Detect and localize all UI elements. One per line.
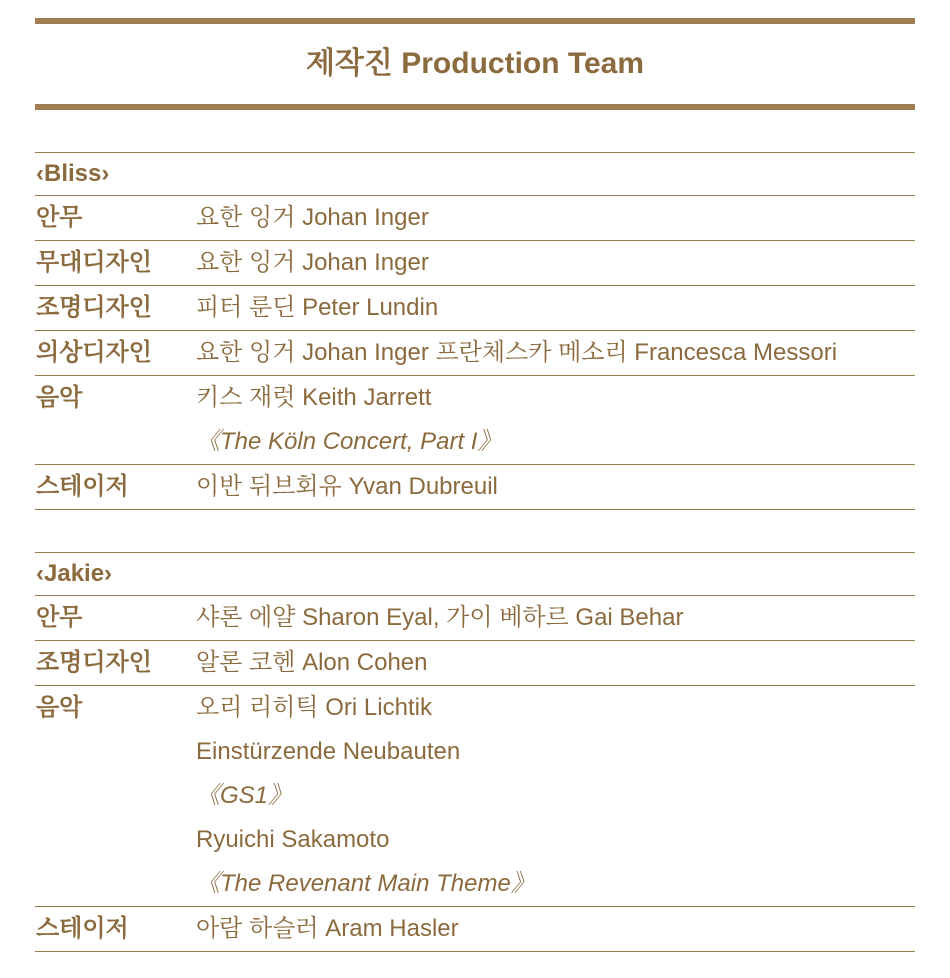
production-team-page	[35, 0, 915, 952]
role-label: 의상디자인	[36, 339, 152, 366]
credit-name: 요한 잉거 Johan Inger	[196, 204, 429, 231]
section-heading-bliss: ‹Bliss›	[35, 153, 915, 196]
work-title: 《The Köln Concert, Part I》	[196, 428, 502, 455]
credit-name: 요한 잉거 Johan Inger 프란체스카 메소리 Francesca Messori	[196, 339, 838, 366]
credit-row	[35, 596, 915, 641]
credit-name: Einstürzende Neubauten	[196, 738, 461, 765]
section-bliss	[35, 152, 915, 510]
work-title: 《The Revenant Main Theme》	[196, 870, 535, 897]
credit-names	[196, 465, 915, 509]
role-label: 조명디자인	[36, 294, 152, 321]
credit-names	[196, 641, 915, 685]
work-title: 《GS1》	[196, 782, 293, 809]
credit-name: 샤론 에얄 Sharon Eyal, 가이 베하르 Gai Behar	[196, 604, 684, 631]
page-title: 제작진 Production Team	[305, 47, 645, 80]
role-label: 안무	[36, 604, 83, 631]
credit-row	[35, 196, 915, 241]
credit-names	[196, 331, 915, 375]
role-label: 안무	[36, 204, 83, 231]
credit-name: Ryuichi Sakamoto	[196, 826, 390, 853]
credit-row	[35, 286, 915, 331]
credit-row	[35, 641, 915, 686]
credit-row	[35, 331, 915, 376]
credit-row	[35, 686, 915, 907]
role-label: 스테이저	[36, 915, 129, 942]
credit-name: 아람 하슬러 Aram Hasler	[196, 915, 459, 942]
role-label: 스테이저	[36, 473, 129, 500]
credit-row	[35, 241, 915, 286]
credit-names	[196, 907, 915, 951]
credit-names	[196, 196, 915, 240]
credit-name: 이반 뒤브회유 Yvan Dubreuil	[196, 473, 498, 500]
credit-name: 키스 재럿 Keith Jarrett	[196, 384, 432, 411]
section-heading-jakie: ‹Jakie›	[35, 553, 915, 596]
credit-name: 알론 코헨 Alon Cohen	[196, 649, 428, 676]
credit-name: 오리 리히틱 Ori Lichtik	[196, 694, 432, 721]
credit-row	[35, 376, 915, 465]
section-jakie	[35, 552, 915, 952]
credit-names	[196, 241, 915, 285]
role-label: 음악	[36, 694, 83, 721]
credit-name: 피터 룬딘 Peter Lundin	[196, 294, 439, 321]
role-label: 음악	[36, 384, 83, 411]
credit-names	[196, 286, 915, 330]
role-label: 무대디자인	[36, 249, 152, 276]
title-underline-rule	[35, 104, 915, 110]
credit-names	[196, 376, 915, 464]
credit-name: 요한 잉거 Johan Inger	[196, 249, 429, 276]
credit-names	[196, 686, 915, 906]
credit-row	[35, 907, 915, 951]
credit-names	[196, 596, 915, 640]
role-label: 조명디자인	[36, 649, 152, 676]
credit-row	[35, 465, 915, 509]
